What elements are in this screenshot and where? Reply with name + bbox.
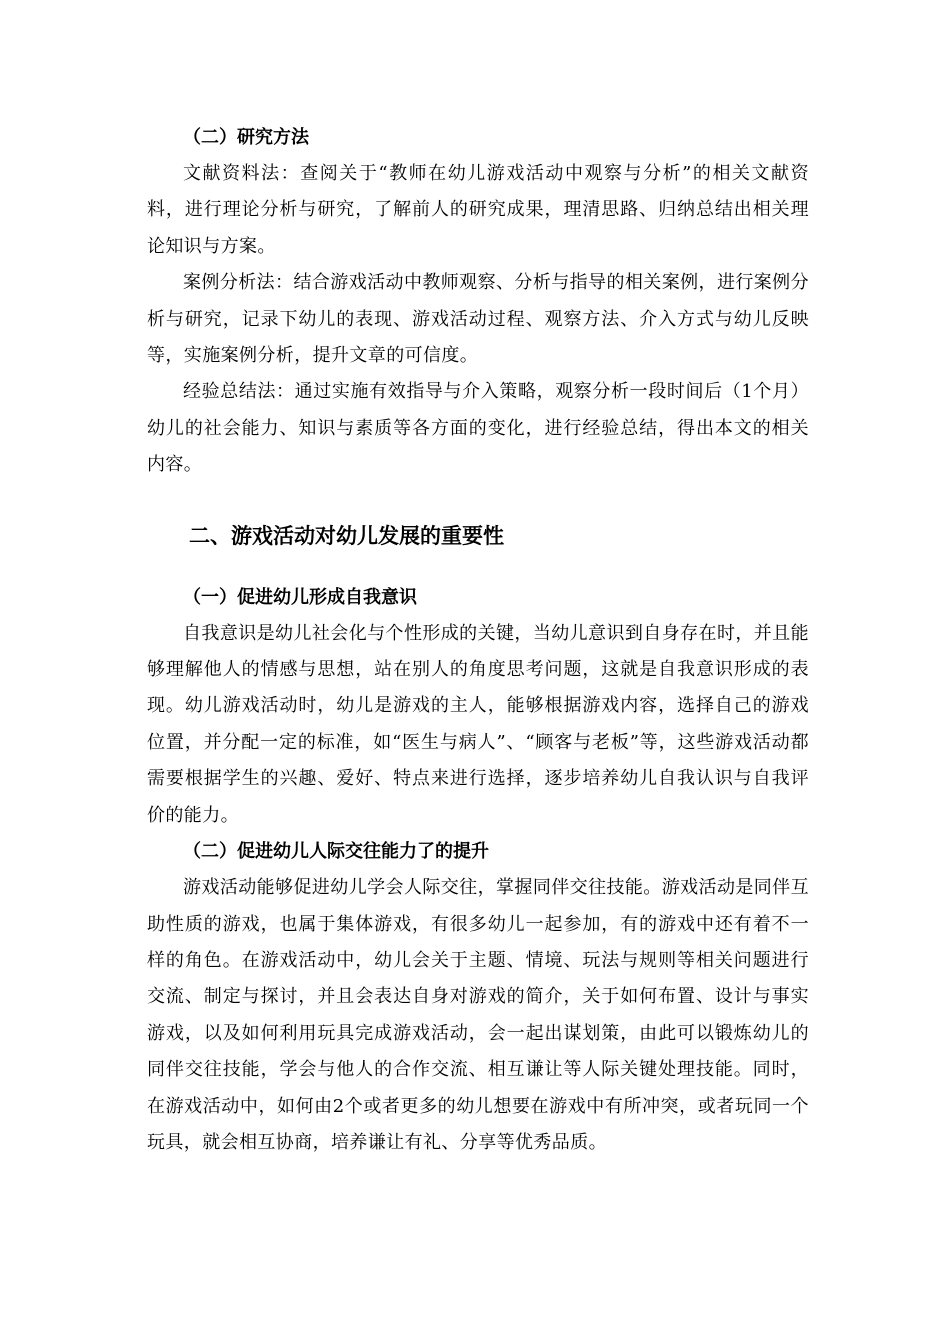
paragraph-experience-summary-method: 经验总结法：通过实施有效指导与介入策略，观察分析一段时间后（1个月）幼儿的社会能力、知识与素质等各方面的变化，进行经验总结，得出本文的相关内容。: [147, 381, 809, 476]
section-heading-social-skills: （二）促进幼儿人际交往能力了的提升: [183, 841, 489, 863]
paragraph-literature-method: 文献资料法：查阅关于“教师在幼儿游戏活动中观察与分析”的相关文献资料，进行理论分析与研究，了解前人的研究成果，理清思路、归纳总结出相关理论知识与方案。: [147, 163, 809, 257]
chapter-heading-importance-of-games: 二、游戏活动对幼儿发展的重要性: [189, 523, 504, 548]
section-heading-research-method: （二）研究方法: [183, 127, 309, 148]
paragraph-self-awareness: 自我意识是幼儿社会化与个性形成的关键，当幼儿意识到自身存在时，并且能够理解他人的情感与思想，站在别人的角度思考问题，这就是自我意识形成的表现。幼儿游戏活动时，幼儿是游戏的主人，能够根据游戏内容，选择自己的游戏位置，并分配一定的标准，如“医生与病人”、“顾客与老板”等，这些游戏活动都需要根据学生的兴趣、爱好、特点来进行选择，逐步培养幼儿自我认识与自我评价的能力。: [147, 622, 809, 826]
paragraph-case-analysis-method: 案例分析法：结合游戏活动中教师观察、分析与指导的相关案例，进行案例分析与研究，记录下幼儿的表现、游戏活动过程、观察方法、介入方式与幼儿反映等，实施案例分析，提升文章的可信度。: [147, 272, 809, 367]
section-heading-self-awareness: （一）促进幼儿形成自我意识: [183, 586, 417, 608]
paragraph-social-skills: 游戏活动能够促进幼儿学会人际交往，掌握同伴交往技能。游戏活动是同伴互助性质的游戏，也属于集体游戏，有很多幼儿一起参加，有的游戏中还有着不一样的角色。在游戏活动中，幼儿会关于主题、情境、玩法与规则等相关问题进行交流、制定与探讨，并且会表达自身对游戏的简介，关于如何布置、设计与事实游戏，以及如何利用玩具完成游戏活动，会一起出谋划策，由此可以锻炼幼儿的同伴交往技能，学会与他人的合作交流、相互谦让等人际关键处理技能。同时，在游戏活动中，如何由2个或者更多的幼儿想要在游戏中有所冲突，或者玩同一个玩具，就会相互协商，培养谦让有礼、分享等优秀品质。: [147, 877, 809, 1153]
document-page: [147, 120, 809, 1161]
